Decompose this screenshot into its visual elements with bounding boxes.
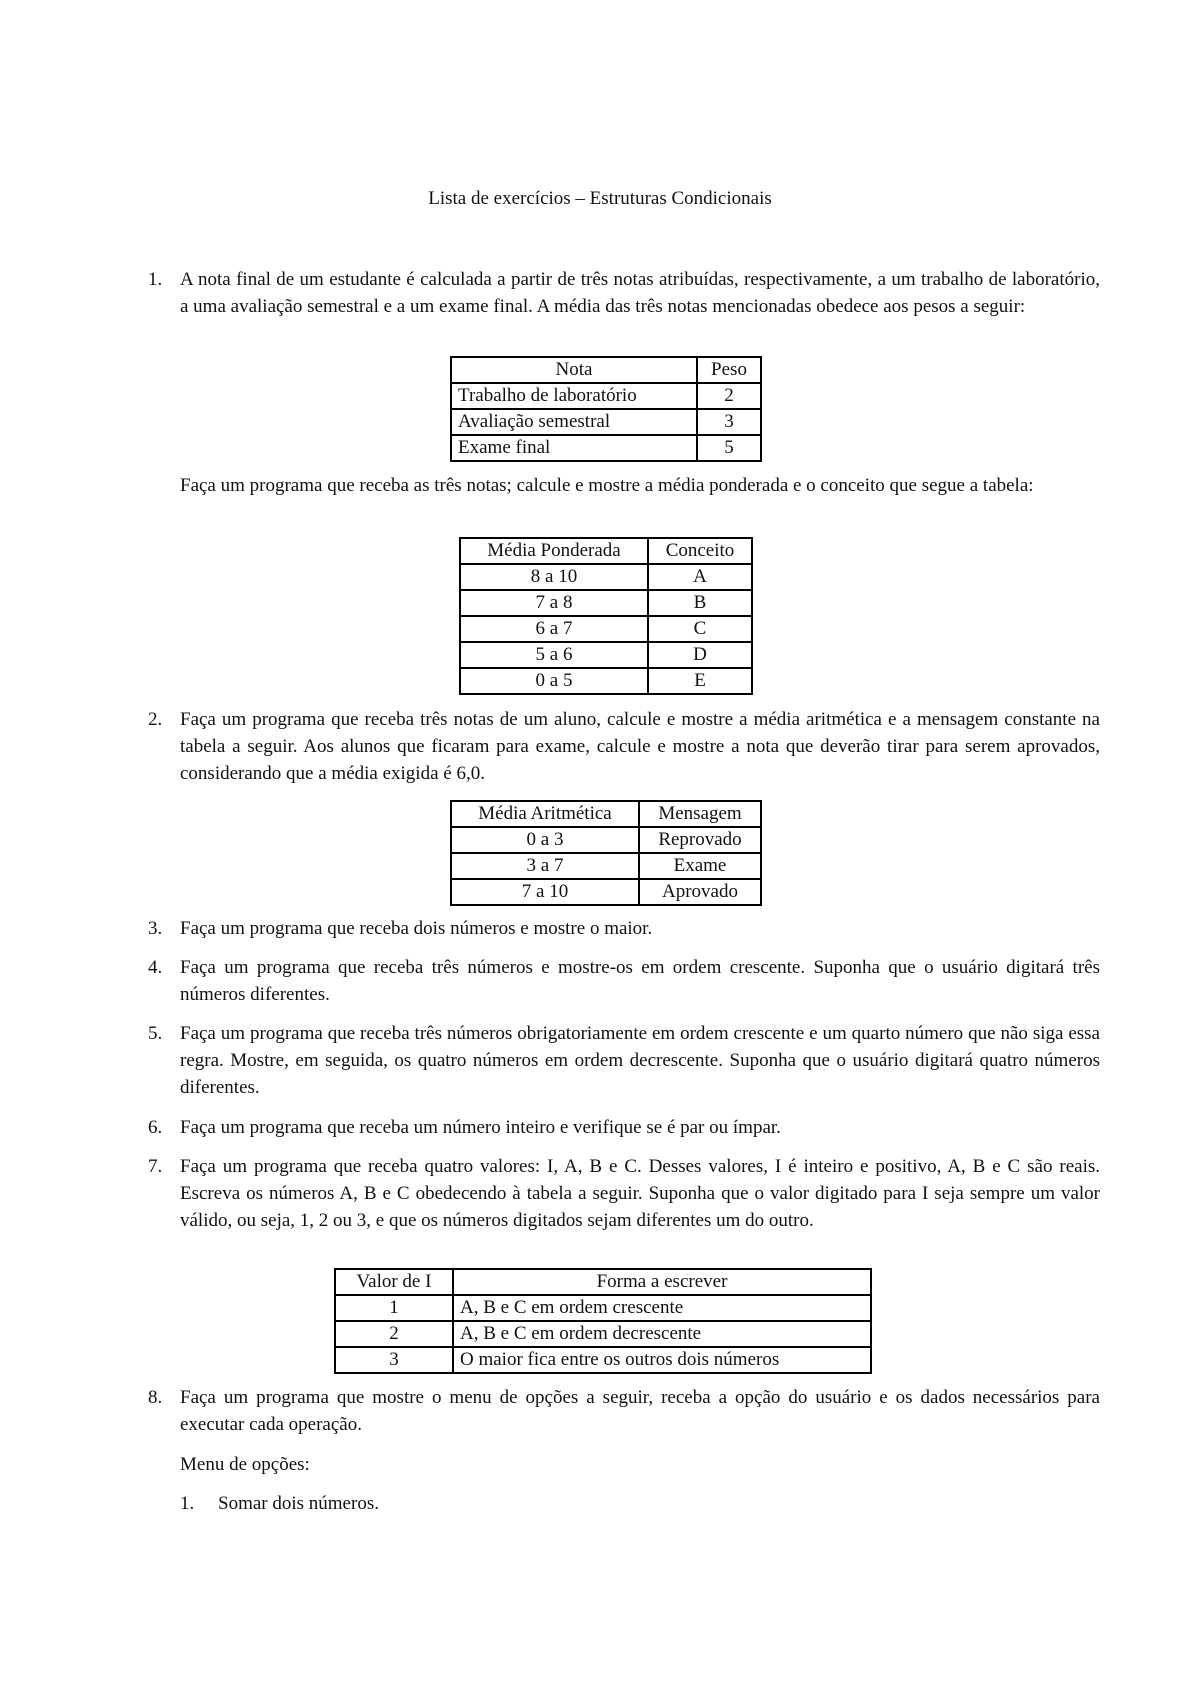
table-cell: 1 <box>335 1295 453 1321</box>
table-row <box>335 1321 871 1347</box>
output-format-table <box>334 1268 872 1374</box>
table-cell: Avaliação semestral <box>451 409 697 435</box>
table-cell: E <box>648 668 752 694</box>
exercise-number: 6. <box>148 1117 163 1138</box>
exercise-number: 8. <box>148 1387 163 1408</box>
message-table <box>450 800 762 906</box>
menu-item-number: 1. <box>180 1493 195 1514</box>
table-row <box>451 383 761 409</box>
table-cell: Exame <box>639 853 761 879</box>
table-cell: 5 <box>697 435 761 461</box>
exercise-number: 3. <box>148 918 163 939</box>
table-row <box>460 564 752 590</box>
exercise-number: 5. <box>148 1023 163 1044</box>
table-cell: 3 <box>335 1347 453 1373</box>
exercise-number: 4. <box>148 957 163 978</box>
table-cell: Trabalho de laboratório <box>451 383 697 409</box>
table-row <box>460 668 752 694</box>
table-cell: 3 <box>697 409 761 435</box>
table-cell: O maior fica entre os outros dois números <box>453 1347 871 1373</box>
table-row <box>451 409 761 435</box>
table-header-cell: Peso <box>697 357 761 383</box>
table-cell: C <box>648 616 752 642</box>
table-header-cell: Conceito <box>648 538 752 564</box>
table-row <box>460 590 752 616</box>
table-cell: 0 a 3 <box>451 827 639 853</box>
table-cell: 7 a 10 <box>451 879 639 905</box>
menu-title: Menu de opções: <box>180 1454 310 1475</box>
exercise-text: Faça um programa que receba dois números e mostre o maior. <box>180 918 653 939</box>
table-cell: 3 a 7 <box>451 853 639 879</box>
menu-item-label: Somar dois números. <box>218 1493 379 1514</box>
table-header-row <box>451 357 761 383</box>
table-header-cell: Média Aritmética <box>451 801 639 827</box>
table-cell: 2 <box>335 1321 453 1347</box>
exercise-text: A nota final de um estudante é calculada a partir de três notas atribuídas, respectivamente, a um trabalho de laboratório, a uma avaliação semestral e a um exame final. A média das três notas mencionadas obedece aos pesos a seguir: <box>180 269 1100 317</box>
table-header-row <box>460 538 752 564</box>
exercise-text: Faça um programa que mostre o menu de opções a seguir, receba a opção do usuário e os dados necessários para executar cada operação. <box>180 1387 1100 1435</box>
table-header-row <box>451 801 761 827</box>
table-cell: Exame final <box>451 435 697 461</box>
page-title: Lista de exercícios – Estruturas Condicionais <box>428 188 772 209</box>
table-row <box>335 1347 871 1373</box>
table-row <box>335 1295 871 1321</box>
exercise-text: Faça um programa que receba três notas de um aluno, calcule e mostre a média aritmética e a mensagem constante na tabela a seguir. Aos alunos que ficaram para exame, calcule e mostre a nota que deverão tirar para serem aprovados, considerando que a média exigida é 6,0. <box>180 709 1100 784</box>
table-header-cell: Média Ponderada <box>460 538 648 564</box>
table-row <box>451 853 761 879</box>
table-row <box>451 435 761 461</box>
table-row <box>460 642 752 668</box>
table-cell: A, B e C em ordem decrescente <box>453 1321 871 1347</box>
exercise-1-text-2: Faça um programa que receba as três notas; calcule e mostre a média ponderada e o conceito que segue a tabela: <box>180 475 1034 496</box>
exercise-text: Faça um programa que receba quatro valores: I, A, B e C. Desses valores, I é inteiro e positivo, A, B e C são reais. Escreva os números A, B e C obedecendo à tabela a seguir. Suponha que o valor digitado para I seja sempre um valor válido, ou seja, 1, 2 ou 3, e que os números digitados sejam diferentes um do outro. <box>180 1156 1100 1231</box>
table-header-cell: Forma a escrever <box>453 1269 871 1295</box>
exercise-text: Faça um programa que receba três números obrigatoriamente em ordem crescente e um quarto número que não siga essa regra. Mostre, em seguida, os quatro números em ordem decrescente. Suponha que o usuário digitará quatro números diferentes. <box>180 1023 1100 1098</box>
table-header-cell: Nota <box>451 357 697 383</box>
exercise-number: 7. <box>148 1156 163 1177</box>
exercise-text: Faça um programa que receba três números e mostre-os em ordem crescente. Suponha que o usuário digitará três números diferentes. <box>180 957 1100 1005</box>
exercise-number: 1. <box>148 269 163 290</box>
table-cell: Aprovado <box>639 879 761 905</box>
exercise-text: Faça um programa que receba um número inteiro e verifique se é par ou ímpar. <box>180 1117 781 1138</box>
table-cell: 8 a 10 <box>460 564 648 590</box>
table-header-cell: Valor de I <box>335 1269 453 1295</box>
table-header-cell: Mensagem <box>639 801 761 827</box>
table-cell: A <box>648 564 752 590</box>
table-cell: 7 a 8 <box>460 590 648 616</box>
table-cell: D <box>648 642 752 668</box>
table-cell: 0 a 5 <box>460 668 648 694</box>
concept-table <box>459 537 753 695</box>
table-header-row <box>335 1269 871 1295</box>
table-cell: B <box>648 590 752 616</box>
table-row <box>451 879 761 905</box>
table-cell: Reprovado <box>639 827 761 853</box>
table-cell: A, B e C em ordem crescente <box>453 1295 871 1321</box>
table-cell: 6 a 7 <box>460 616 648 642</box>
table-row <box>460 616 752 642</box>
table-cell: 5 a 6 <box>460 642 648 668</box>
weights-table <box>450 356 762 462</box>
table-cell: 2 <box>697 383 761 409</box>
exercise-number: 2. <box>148 709 163 730</box>
table-row <box>451 827 761 853</box>
